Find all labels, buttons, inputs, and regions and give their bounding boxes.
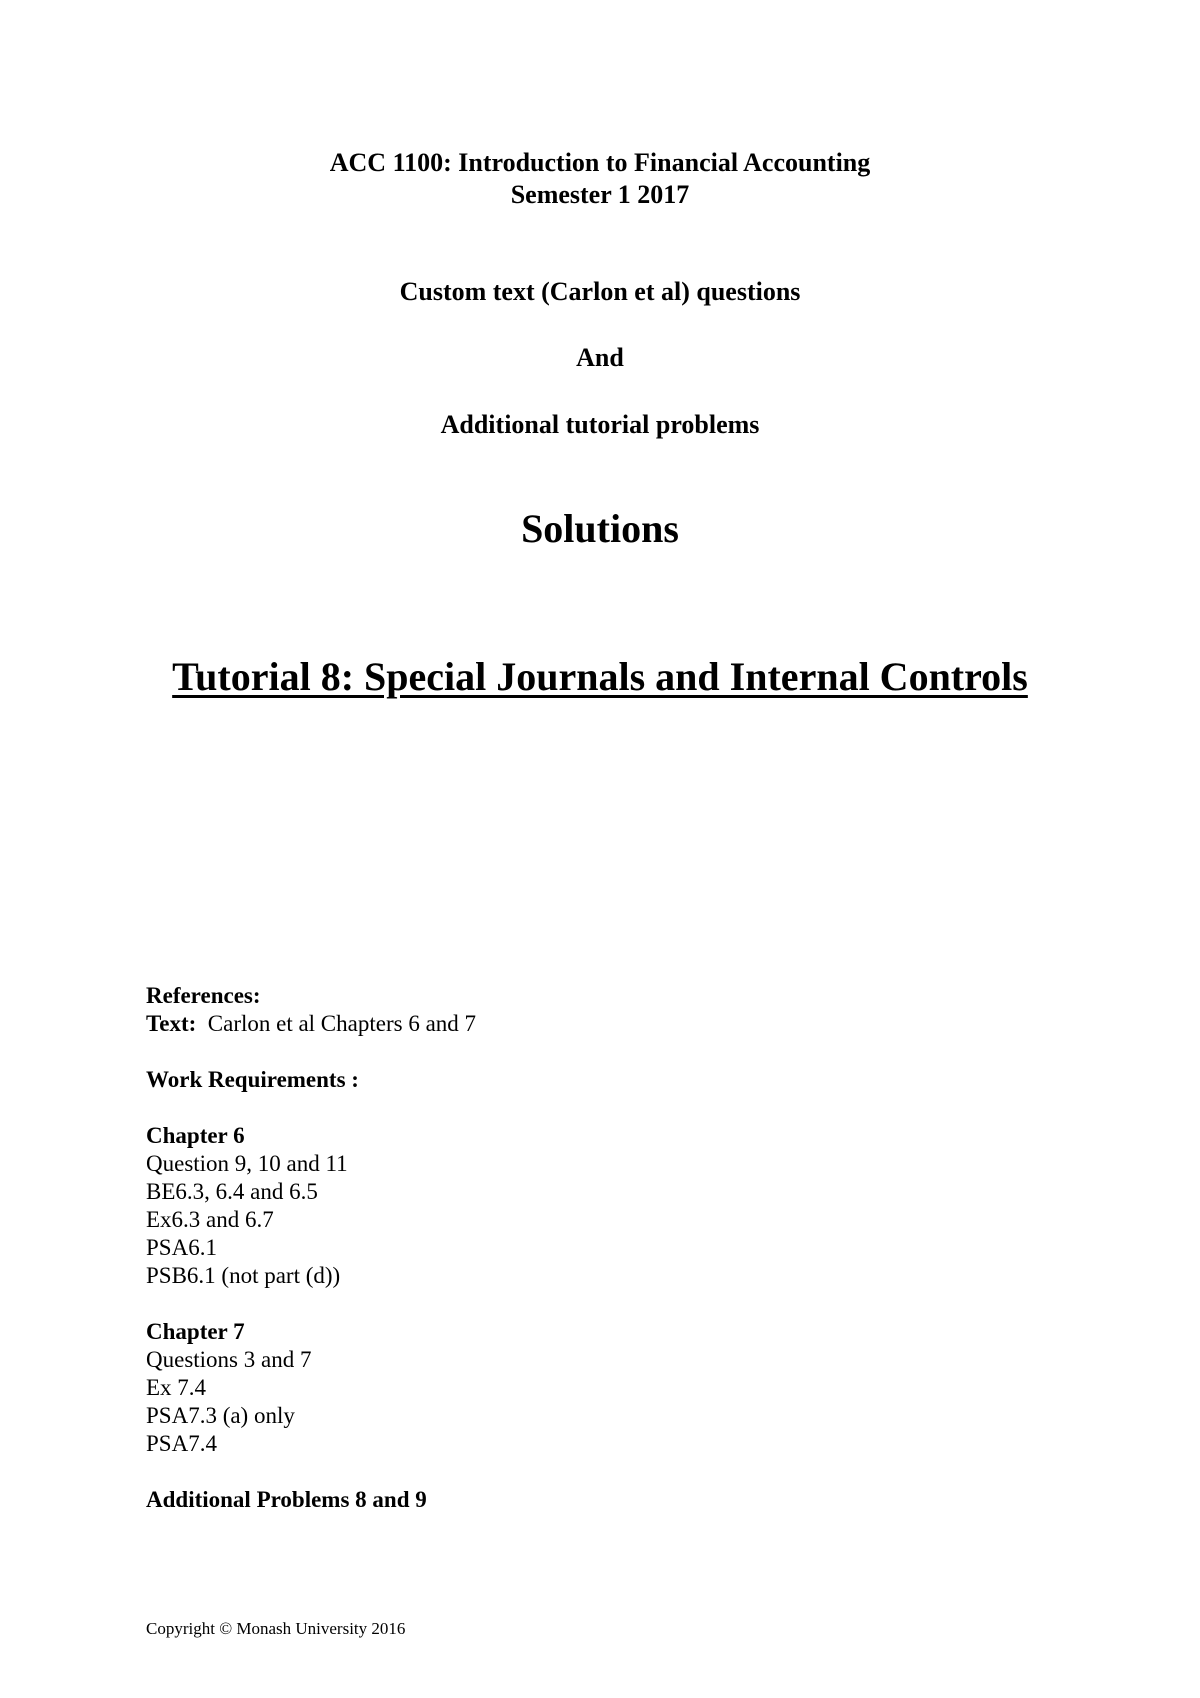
additional-problems-heading: Additional tutorial problems <box>440 410 760 439</box>
chapter-6-item: PSB6.1 (not part (d)) <box>146 1263 341 1288</box>
solutions-heading: Solutions <box>521 506 679 551</box>
references-text-line <box>146 1010 476 1038</box>
tutorial-title: Tutorial 8: Special Journals and Internal Controls <box>172 654 1028 699</box>
copyright-notice: Copyright © Monash University 2016 <box>146 1619 406 1638</box>
chapter-7-item: Ex 7.4 <box>146 1375 207 1400</box>
semester-label: Semester 1 2017 <box>510 180 690 209</box>
chapter-7-item: PSA7.4 <box>146 1431 217 1456</box>
chapter-7-heading: Chapter 7 <box>146 1319 245 1344</box>
chapter-7-item: PSA7.3 (a) only <box>146 1403 295 1428</box>
and-heading: And <box>576 343 624 372</box>
chapter-6-item: PSA6.1 <box>146 1235 217 1260</box>
work-requirements-heading: Work Requirements : <box>146 1067 359 1092</box>
chapter-6-item: Ex6.3 and 6.7 <box>146 1207 274 1232</box>
chapter-6-item: BE6.3, 6.4 and 6.5 <box>146 1179 318 1204</box>
text-label: Text: <box>146 1011 197 1036</box>
text-value: Carlon et al Chapters 6 and 7 <box>207 1011 477 1036</box>
references-section <box>146 982 476 1514</box>
chapter-6-item: Question 9, 10 and 11 <box>146 1151 348 1176</box>
references-heading: References: <box>146 983 261 1008</box>
chapter-6-heading: Chapter 6 <box>146 1123 245 1148</box>
additional-problems-line: Additional Problems 8 and 9 <box>146 1487 427 1512</box>
chapter-7-item: Questions 3 and 7 <box>146 1347 312 1372</box>
custom-text-heading: Custom text (Carlon et al) questions <box>399 277 801 306</box>
course-title: ACC 1100: Introduction to Financial Accounting <box>329 148 871 177</box>
